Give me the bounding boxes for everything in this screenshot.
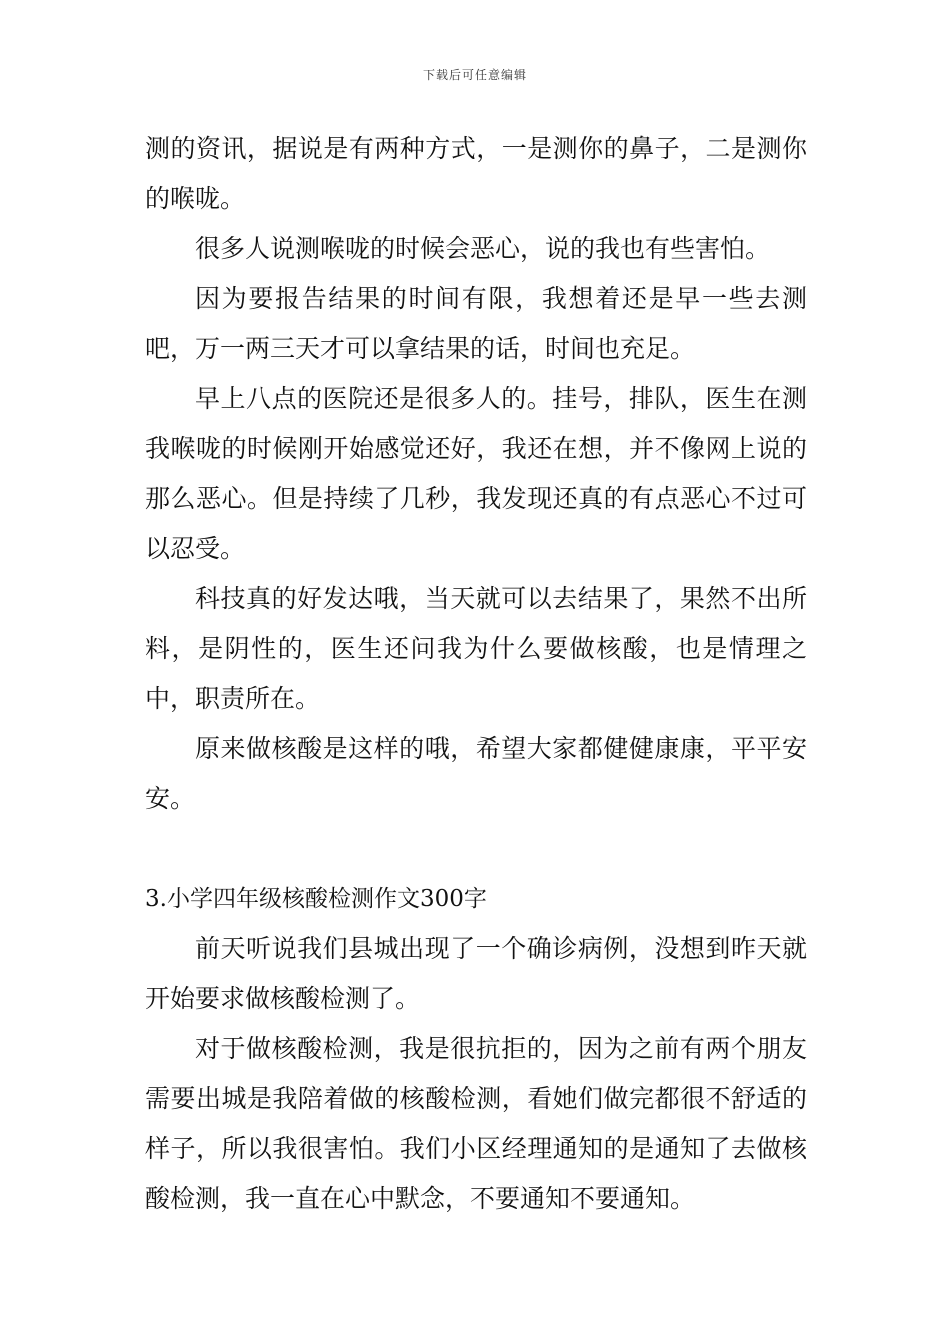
paragraph: 早上八点的医院还是很多人的。挂号，排队，医生在测我喉咙的时候刚开始感觉还好，我还在想，并不像网上说的那么恶心。但是持续了几秒，我发现还真的有点恶心不过可以忍受。 [145,384,807,563]
paragraph: 因为要报告结果的时间有限，我想着还是早一些去测吧，万一两三天才可以拿结果的话，时间也充足。 [145,284,807,363]
paragraph: 对于做核酸检测，我是很抗拒的，因为之前有两个朋友需要出城是我陪着做的核酸检测，看她们做完都很不舒适的样子，所以我很害怕。我们小区经理通知的是通知了去做核酸检测，我一直在心中默念，不要通知不要通知。 [145,1034,807,1213]
section-spacer [145,824,807,874]
paragraph: 原来做核酸是这样的哦，希望大家都健健康康，平平安安。 [145,734,807,813]
paragraph: 前天听说我们县城出现了一个确诊病例，没想到昨天就开始要求做核酸检测了。 [145,934,807,1013]
article-body [145,124,807,1224]
section-heading: 3.小学四年级核酸检测作文300字 [145,886,487,912]
paragraph: 科技真的好发达哦，当天就可以去结果了，果然不出所料，是阴性的，医生还问我为什么要做核酸，也是情理之中，职责所在。 [145,584,807,713]
header-note: 下载后可任意编辑 [422,68,527,82]
paragraph-continuation: 测的资讯，据说是有两种方式，一是测你的鼻子，二是测你的喉咙。 [145,134,807,213]
paragraph: 很多人说测喉咙的时候会恶心，说的我也有些害怕。 [195,234,771,263]
